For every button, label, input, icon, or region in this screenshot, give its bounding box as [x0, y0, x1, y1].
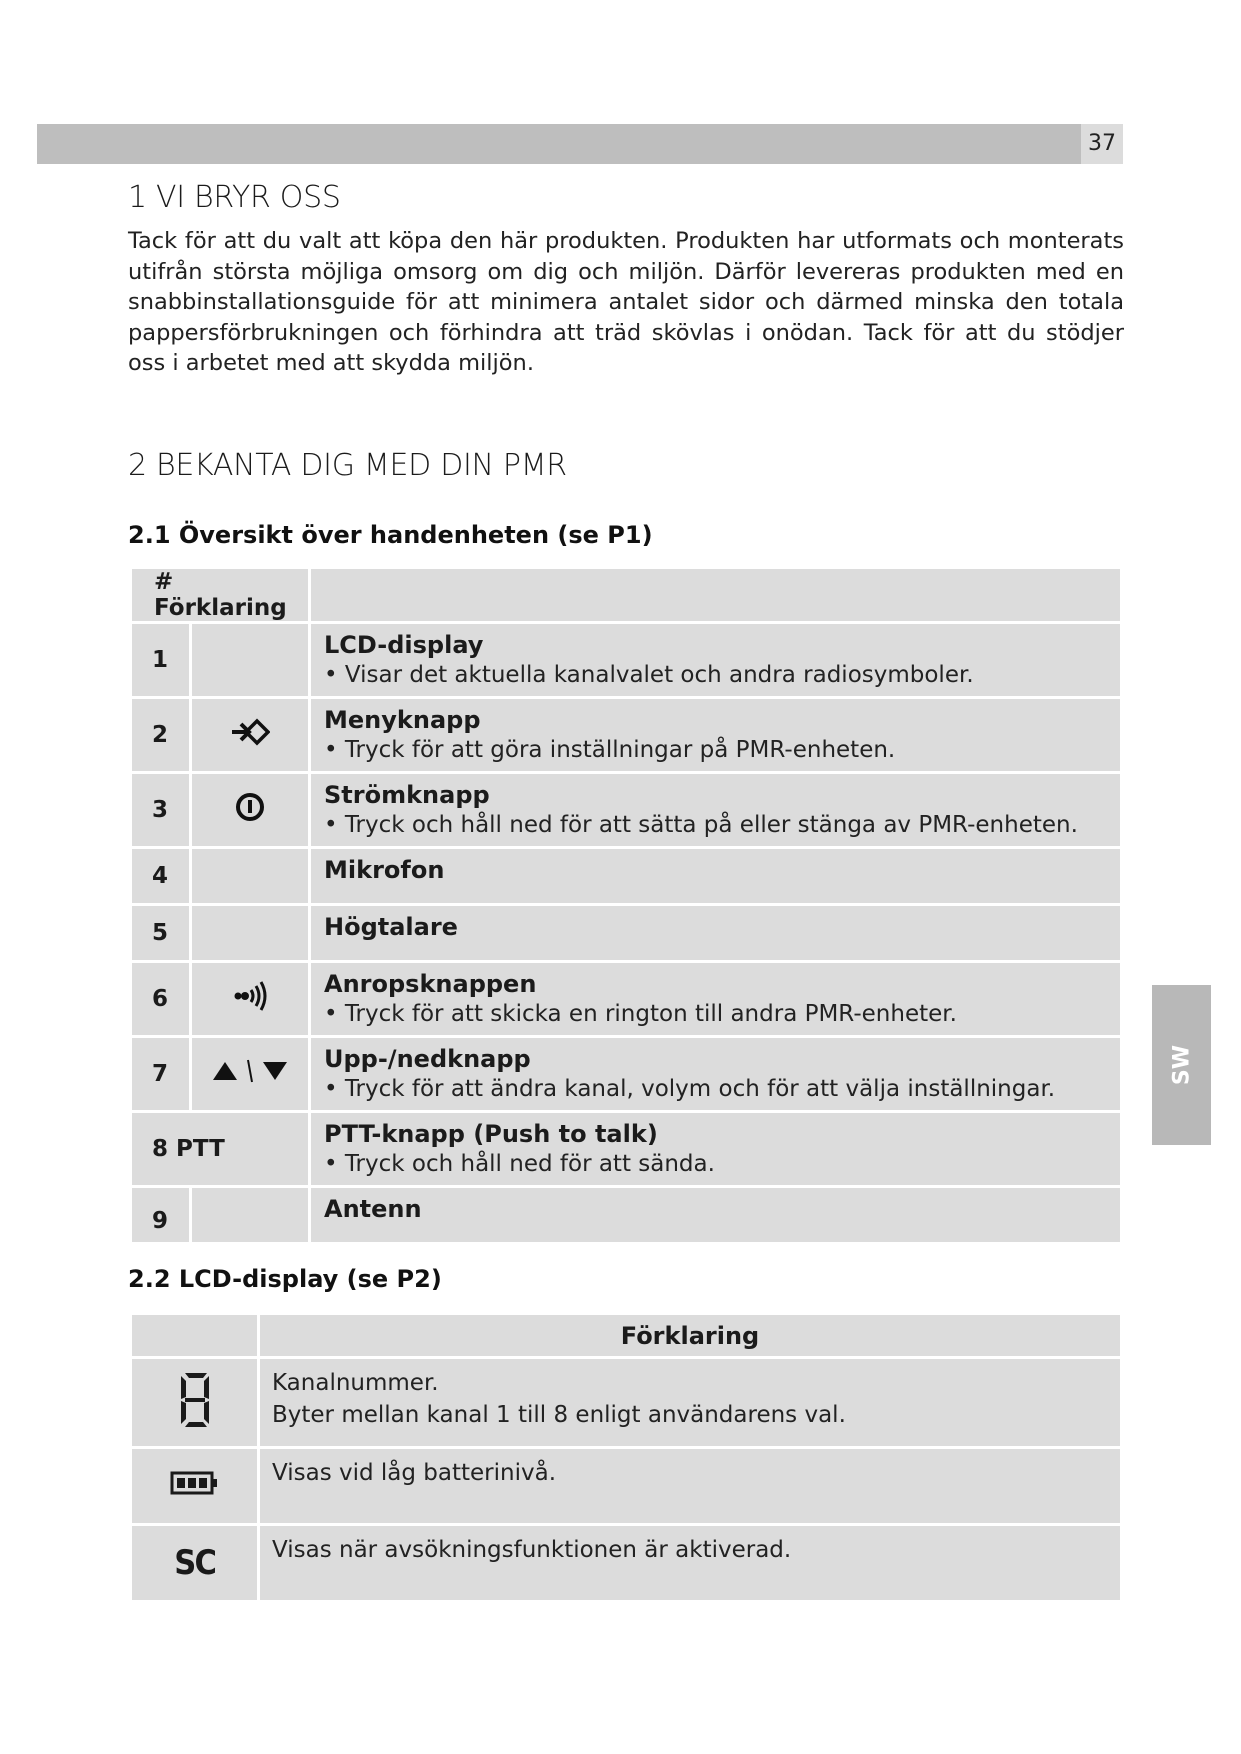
row-description	[260, 1359, 1120, 1446]
row-description	[311, 699, 1120, 771]
row-icon-cell	[192, 699, 308, 771]
row-icon-cell	[132, 1526, 257, 1600]
handset-overview-table	[129, 566, 1123, 1245]
row-number: 5	[132, 906, 189, 960]
table-row	[132, 1038, 1120, 1110]
row-number: 8 PTT	[132, 1113, 308, 1185]
table-header-row	[132, 569, 1120, 621]
table-header-cell: # Förklaring	[132, 569, 308, 621]
row-description	[311, 1038, 1120, 1110]
row-text: Visas när avsökningsfunktionen är aktiverad.	[272, 1537, 792, 1563]
row-title: PTT-knapp (Push to talk)	[324, 1120, 658, 1148]
power-icon	[234, 791, 266, 823]
row-number: 1	[132, 624, 189, 696]
language-tab	[1152, 985, 1211, 1145]
row-text: Visas vid låg batterinivå.	[272, 1460, 557, 1486]
row-text: • Visar det aktuella kanalvalet och andra radiosymboler.	[324, 662, 974, 688]
row-icon-cell	[192, 906, 308, 960]
row-title: Menyknapp	[324, 706, 481, 734]
subsection-2-2-heading: 2.2 LCD-display (se P2)	[128, 1265, 442, 1293]
table-header-row	[132, 1315, 1120, 1356]
section-2-heading: 2 BEKANTA DIG MED DIN PMR	[128, 448, 567, 483]
row-title: Anropsknappen	[324, 970, 537, 998]
page-number: 37	[1081, 124, 1123, 164]
row-description	[311, 906, 1120, 960]
header-bar	[37, 124, 1081, 164]
table-row	[132, 906, 1120, 960]
row-title: LCD-display	[324, 631, 484, 659]
seven-segment-digit-icon	[177, 1371, 213, 1429]
table-header-empty	[132, 1315, 257, 1356]
row-title: Upp-/nedknapp	[324, 1045, 531, 1073]
row-icon-cell	[192, 1188, 308, 1242]
row-icon-cell	[132, 1449, 257, 1523]
row-description	[311, 624, 1120, 696]
section-1-heading: 1 VI BRYR OSS	[128, 180, 341, 215]
menu-arrow-icon	[230, 717, 270, 747]
row-text: • Tryck för att skicka en rington till andra PMR-enheter.	[324, 1001, 957, 1027]
row-text: Byter mellan kanal 1 till 8 enligt användarens val.	[272, 1402, 846, 1428]
table-row	[132, 1449, 1120, 1523]
row-icon-cell	[192, 1038, 308, 1110]
row-number: 9	[132, 1188, 189, 1242]
row-icon-cell	[192, 849, 308, 903]
table-row	[132, 963, 1120, 1035]
row-text: • Tryck och håll ned för att sätta på eller stänga av PMR-enheten.	[324, 812, 1078, 838]
row-description	[311, 963, 1120, 1035]
language-tab-label: SW	[1169, 1044, 1194, 1086]
row-description	[311, 774, 1120, 846]
section-1-body: Tack för att du valt att köpa den här produkten. Produkten har utformats och monterats utifrån största möjliga omsorg om dig och miljön. Därför levereras produkten med en snabbinstallationsguide för att minimera antalet sidor och därmed minska den totala pappersförbrukningen och förhindra att träd skövlas i onödan. Tack för att du stödjer oss i arbetet med att skydda miljön.	[128, 228, 1124, 376]
battery-icon	[170, 1470, 220, 1496]
row-title: Strömknapp	[324, 781, 490, 809]
row-number: 6	[132, 963, 189, 1035]
table-row	[132, 1359, 1120, 1446]
row-number: 2	[132, 699, 189, 771]
table-row	[132, 1526, 1120, 1600]
row-description	[311, 1113, 1120, 1185]
row-text: • Tryck för att ändra kanal, volym och för att välja inställningar.	[324, 1076, 1056, 1102]
table-header-cell: Förklaring	[260, 1315, 1120, 1356]
table-row	[132, 624, 1120, 696]
lcd-display-table	[129, 1312, 1123, 1603]
row-number: 7	[132, 1038, 189, 1110]
table-row	[132, 849, 1120, 903]
row-text: • Tryck för att göra inställningar på PMR-enheten.	[324, 737, 896, 763]
row-icon-cell	[192, 963, 308, 1035]
row-description	[311, 1188, 1120, 1242]
call-signal-icon	[232, 980, 268, 1012]
table-row	[132, 699, 1120, 771]
row-icon-cell	[132, 1359, 257, 1446]
table-row	[132, 1113, 1120, 1185]
table-row	[132, 1188, 1120, 1242]
row-description	[260, 1449, 1120, 1523]
row-number: 3	[132, 774, 189, 846]
row-description	[260, 1526, 1120, 1600]
sc-scan-icon: SC	[174, 1543, 215, 1583]
table-row	[132, 774, 1120, 846]
row-icon-cell	[192, 624, 308, 696]
row-number: 4	[132, 849, 189, 903]
up-down-icon	[210, 1058, 290, 1084]
row-text: • Tryck och håll ned för att sända.	[324, 1151, 715, 1177]
row-icon-cell	[192, 774, 308, 846]
row-title: Mikrofon	[324, 856, 445, 884]
row-title: Antenn	[324, 1195, 422, 1223]
row-title: Högtalare	[324, 913, 458, 941]
table-header-empty	[311, 569, 1120, 621]
row-description	[311, 849, 1120, 903]
subsection-2-1-heading: 2.1 Översikt över handenheten (se P1)	[128, 521, 653, 549]
row-text: Kanalnummer.	[272, 1370, 439, 1396]
